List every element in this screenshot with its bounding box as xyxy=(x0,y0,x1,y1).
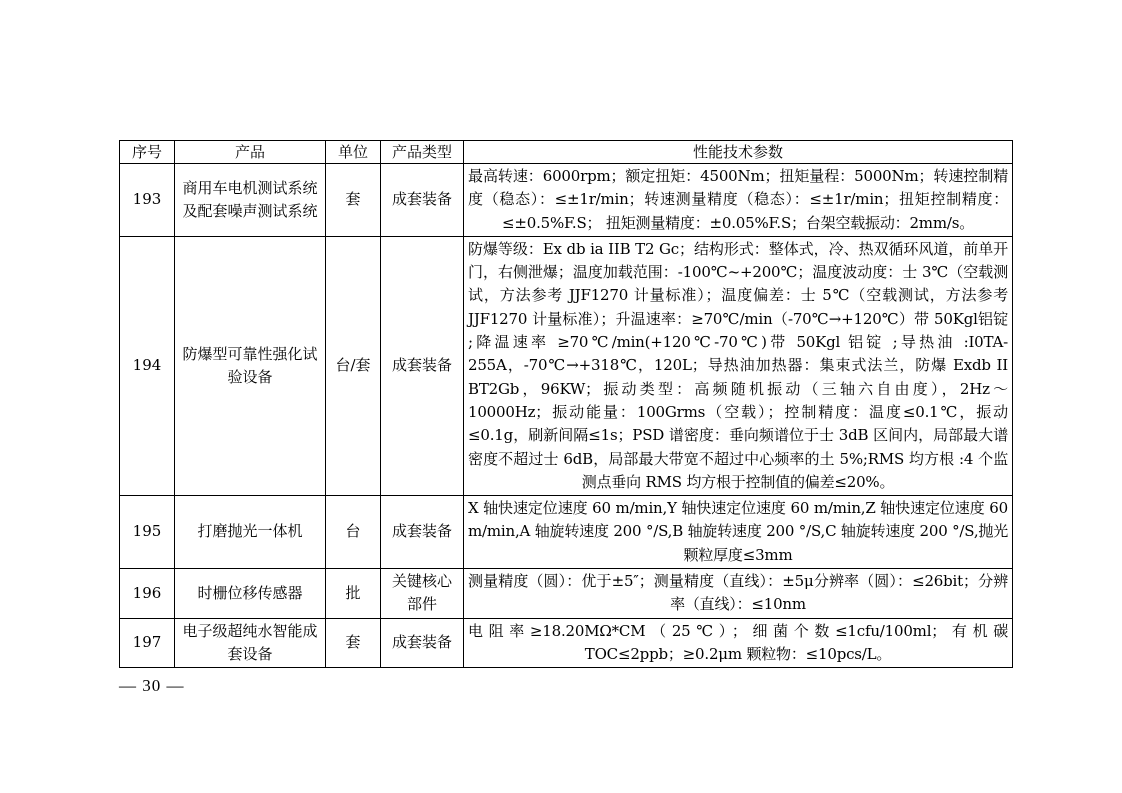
spec-table xyxy=(119,140,1013,668)
row-spec: 测量精度（圆）：优于±5″；测量精度（直线）：±5μ分辨率（圆）：≤26bit；分辨率（直线）：≤10nm xyxy=(464,569,1013,619)
row-no: 194 xyxy=(120,236,175,495)
header-unit: 单位 xyxy=(326,141,381,164)
row-type: 成套装备 xyxy=(381,496,464,569)
page-number: — 30 — xyxy=(119,676,185,695)
row-unit: 台 xyxy=(326,496,381,569)
row-product: 时栅位移传感器 xyxy=(175,569,326,619)
header-no: 序号 xyxy=(120,141,175,164)
table-row xyxy=(120,569,1013,619)
table-row xyxy=(120,496,1013,569)
table-header-row xyxy=(120,141,1013,164)
row-unit: 台/套 xyxy=(326,236,381,495)
row-spec: 电阻率≥18.20MΩ*CM（25℃）；细菌个数≤1cfu/100ml；有机碳 TOC≤2ppb；≥0.2μm 颗粒物：≤10pcs/L。 xyxy=(464,618,1013,668)
row-type: 关键核心部件 xyxy=(381,569,464,619)
row-no: 195 xyxy=(120,496,175,569)
row-no: 197 xyxy=(120,618,175,668)
row-product: 商用车电机测试系统及配套噪声测试系统 xyxy=(175,164,326,237)
row-spec: X 轴快速定位速度 60 m/min,Y 轴快速定位速度 60 m/min,Z 轴快速定位速度 60 m/min,A 轴旋转速度 200 °/S,B 轴旋转速度 200 °/S,C 轴旋转速度 200 °/S,抛光颗粒厚度≤3mm xyxy=(464,496,1013,569)
row-spec: 最高转速：6000rpm；额定扭矩：4500Nm；扭矩量程：5000Nm；转速控制精度（稳态）：≤±1r/min；转速测量精度（稳态）：≤±1r/min；扭矩控制精度：≤±0.5%F.S； 扭矩测量精度：±0.05%F.S；台架空载振动：2mm/s。 xyxy=(464,164,1013,237)
header-type: 产品类型 xyxy=(381,141,464,164)
row-type: 成套装备 xyxy=(381,618,464,668)
header-product: 产品 xyxy=(175,141,326,164)
row-no: 193 xyxy=(120,164,175,237)
row-product: 打磨抛光一体机 xyxy=(175,496,326,569)
table-row xyxy=(120,236,1013,495)
row-unit: 套 xyxy=(326,164,381,237)
row-unit: 批 xyxy=(326,569,381,619)
row-type: 成套装备 xyxy=(381,164,464,237)
header-spec: 性能技术参数 xyxy=(464,141,1013,164)
row-no: 196 xyxy=(120,569,175,619)
table-row xyxy=(120,618,1013,668)
row-unit: 套 xyxy=(326,618,381,668)
row-type: 成套装备 xyxy=(381,236,464,495)
row-spec: 防爆等级：Ex db ia IIB T2 Gc；结构形式：整体式，冷、热双循环风道，前单开门，右侧泄爆；温度加载范围：-100℃~+200℃；温度波动度：士 3℃（空载测试，方法参考 JJF1270 计量标准）；温度偏差：士 5℃（空载测试，方法参考 JJF1270 计量标准）；升温速率：≥70℃/min（-70℃→+120℃）带 50Kgl铝锭 ;降温速率 ≥70℃/min(+120℃-70℃)带 50Kgl 铝锭 ;导热油 :I0TA-255A，-70℃→+318℃，120L；导热油加热器：集束式法兰，防爆 Exdb II BT2Gb，96KW；振动类型：高频随机振动（三轴六自由度），2Hz～10000Hz；振动能量：100Grms（空载）；控制精度：温度≤0.1℃，振动≤0.1g，刷新间隔≤1s；PSD 谱密度：垂向频谱位于士 3dB 区间内，局部最大谱密度不超过士 6dB，局部最大带宽不超过中心频率的土 5%;RMS 均方根 :4 个监测点垂向 RMS 均方根于控制值的偏差≤20%。 xyxy=(464,236,1013,495)
row-product: 电子级超纯水智能成套设备 xyxy=(175,618,326,668)
row-product: 防爆型可靠性强化试验设备 xyxy=(175,236,326,495)
table-row xyxy=(120,164,1013,237)
